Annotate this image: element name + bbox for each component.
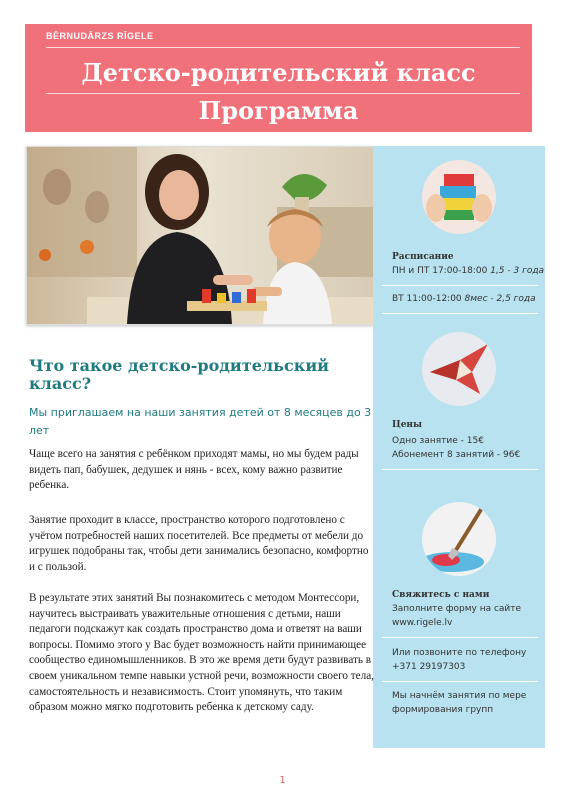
price-single: Одно занятие - 15€ — [392, 436, 484, 446]
header-divider-bottom — [46, 93, 520, 94]
groups-note-line2: формирования групп — [392, 705, 494, 715]
page-number: 1 — [279, 775, 286, 786]
price-subscription: Абонемент 8 занятий - 96€ — [392, 450, 521, 460]
groups-note-line1: Мы начнём занятия по мере — [392, 691, 527, 701]
origami-bird-icon — [422, 332, 496, 406]
paragraph: Занятие проходит в классе, пространство которого подготовлено с учётом потребностей наших посетителей. Все предметы от мебели до игрушек подобраны так, чтобы дети занимались безопасно, комфортно и с пользой. — [29, 514, 369, 573]
contact-form-text: Заполните форму на сайте — [392, 604, 522, 614]
divider — [382, 469, 538, 470]
schedule-heading: Расписание — [392, 252, 454, 262]
brand-name: BĒRNUDĀRZS RĪGELE — [46, 31, 154, 41]
schedule-row-2: ВТ 11:00-12:00 8мес - 2,5 года — [392, 294, 536, 304]
section-subheading: Мы приглашаем на наши занятия детей от 8 месяцев до 3 лет — [29, 406, 372, 437]
phone-text: Или позвоните по телефону — [392, 648, 527, 658]
divider — [382, 637, 538, 638]
divider — [382, 285, 538, 286]
header-divider-top — [46, 47, 520, 48]
page-subtitle: Программа — [198, 96, 359, 125]
schedule-row-1: ПН и ПТ 17:00-18:00 1,5 - 3 года — [392, 266, 545, 276]
page-title: Детско-родительский класс — [81, 58, 476, 87]
paintbrush-icon — [422, 502, 496, 576]
paragraph: В результате этих занятий Вы познакомитесь с методом Монтессори, научитесь выстраивать уважительные отношения с детьми, наши педагоги подскажут как создать пространство дома и ответят на ваши вопросы. Помимо этого у Вас будет возможность найти принимающее сообщество единомышленников. В это же время дети будут развивать в своем уникальном темпе навыки устной речи, возможности своего тела, самостоятельность и независимость. Стоит упомянуть, что таким образом можно мягко подготовить ребенка к детскому саду. — [29, 592, 374, 714]
website-link[interactable]: www.rigele.lv — [392, 618, 453, 628]
prices-heading: Цены — [392, 420, 423, 430]
section-heading: Что такое детско-родительский класс? — [29, 356, 330, 393]
blocks-icon — [422, 160, 496, 234]
class-photo — [26, 146, 374, 325]
divider — [382, 313, 538, 314]
contact-heading: Свяжитесь с нами — [392, 590, 490, 600]
paragraph: Чаще всего на занятия с ребёнком приходят мамы, но мы будем рады видеть пап, бабушек, дедушек и нянь - всех, кому важно развитие ребенка. — [29, 448, 359, 492]
divider — [382, 681, 538, 682]
phone-number[interactable]: +371 29197303 — [392, 662, 466, 672]
